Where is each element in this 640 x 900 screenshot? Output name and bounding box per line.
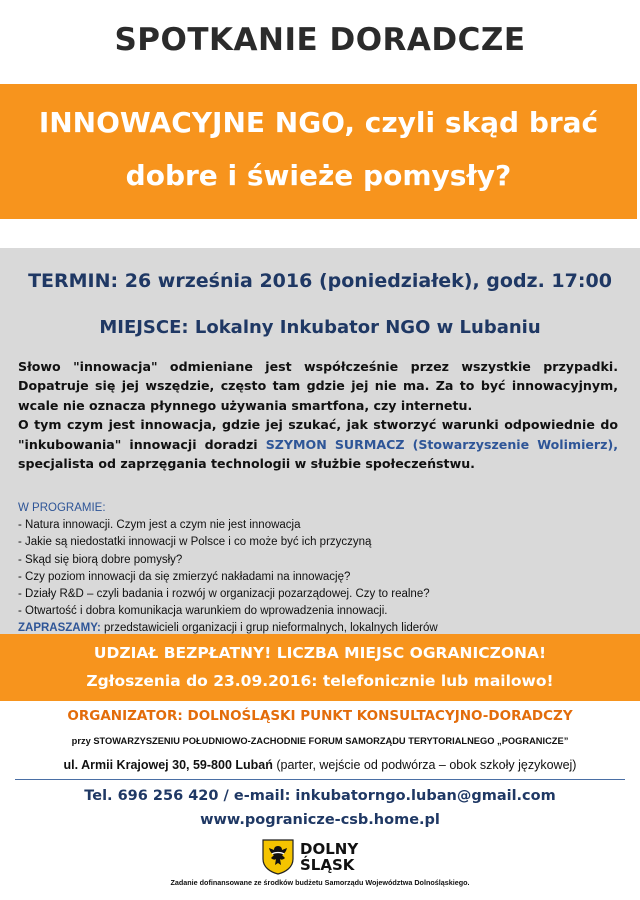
program-item: - Otwartość i dobra komunikacja warunkiem do wprowadzenia innowacji. [18,605,388,618]
funding-note: Zadanie dofinansowane ze środków budżetu Samorządu Województwa Dolnośląskiego. [170,878,470,887]
description-paragraph-2 [18,415,618,473]
topic-line-1: INNOWACYJNE NGO, czyli skąd brać [38,106,599,139]
program-heading: W PROGRAMIE: [18,502,106,514]
association-name: przy STOWARZYSZENIU POŁUDNIOWO-ZACHODNIE FORUM SAMORZĄDU TERYTORIALNEGO „POGRANICZE” [71,736,569,746]
address-note: (parter, wejście od podwórza – obok szkoły językowej) [272,758,577,772]
address [0,758,640,772]
registration-deadline: Zgłoszenia do 23.09.2016: telefonicznie lub mailowo! [86,672,554,690]
topic-line-2: dobre i świeże pomysły? [125,159,512,192]
program-item: - Skąd się biorą dobre pomysły? [18,553,183,566]
page-title: SPOTKANIE DORADCZE [114,22,526,58]
program-section [18,500,618,638]
description-paragraph-1: Słowo "innowacja" odmieniane jest współcześnie przez wszystkie przypadki. Dopatruje się jej wszędzie, często tam gdzie jej nie ma. Za to być innowacyjnym, wcale nie oznacza płynnego używania smartfona, czy internetu. [18,359,618,413]
registration-banner [0,634,640,701]
invitation-text: przedstawicieli organizacji i grup nieformalnych, lokalnych liderów [100,622,438,635]
program-item: - Czy poziom innowacji da się zmierzyć nakładami na innowację? [18,570,351,583]
description-text: O tym czym jest innowacja, gdzie jej szukać, jak stworzyć warunki odpowiednie do "inkubowania" innowacji doradzi [18,417,618,452]
website-link[interactable]: www.pogranicze-csb.home.pl [200,812,440,828]
dolny-slask-logo [262,838,372,878]
eagle-crest-icon [262,839,294,875]
program-item: - Działy R&D – czyli badania i rozwój w organizacji pozarządowej. Czy to realne? [18,588,430,601]
event-location: MIEJSCE: Lokalny Inkubator NGO w Lubaniu [99,317,541,338]
divider [15,779,625,780]
organizer-name: ORGANIZATOR: DOLNOŚLĄSKI PUNKT KONSULTACYJNO-DORADCZY [67,708,573,724]
logo-text-line-2: ŚLĄSK [300,856,355,874]
speaker-name: SZYMON SURMACZ (Stowarzyszenie Wolimierz), [265,436,619,452]
event-description [18,357,618,473]
description-text-end: specjalista od zaprzęgania technologii w służbie społeczeństwu. [18,456,475,472]
free-participation-notice: UDZIAŁ BEZPŁATNY! LICZBA MIEJSC OGRANICZONA! [93,644,547,662]
contact-info[interactable]: Tel. 696 256 420 / e-mail: inkubatorngo.luban@gmail.com [84,788,556,804]
program-item: - Jakie są niedostatki innowacji w Polsce i co może być ich przyczyną [18,536,372,549]
invitation-label: ZAPRASZAMY: [18,622,101,635]
logo-text-line-1: DOLNY [300,840,359,858]
program-item: - Natura innowacji. Czym jest a czym nie jest innowacja [18,519,301,532]
event-date: TERMIN: 26 września 2016 (poniedziałek), godz. 17:00 [28,270,612,292]
address-street: ul. Armii Krajowej 30, 59-800 Lubań [63,758,273,772]
topic-banner [0,84,637,219]
